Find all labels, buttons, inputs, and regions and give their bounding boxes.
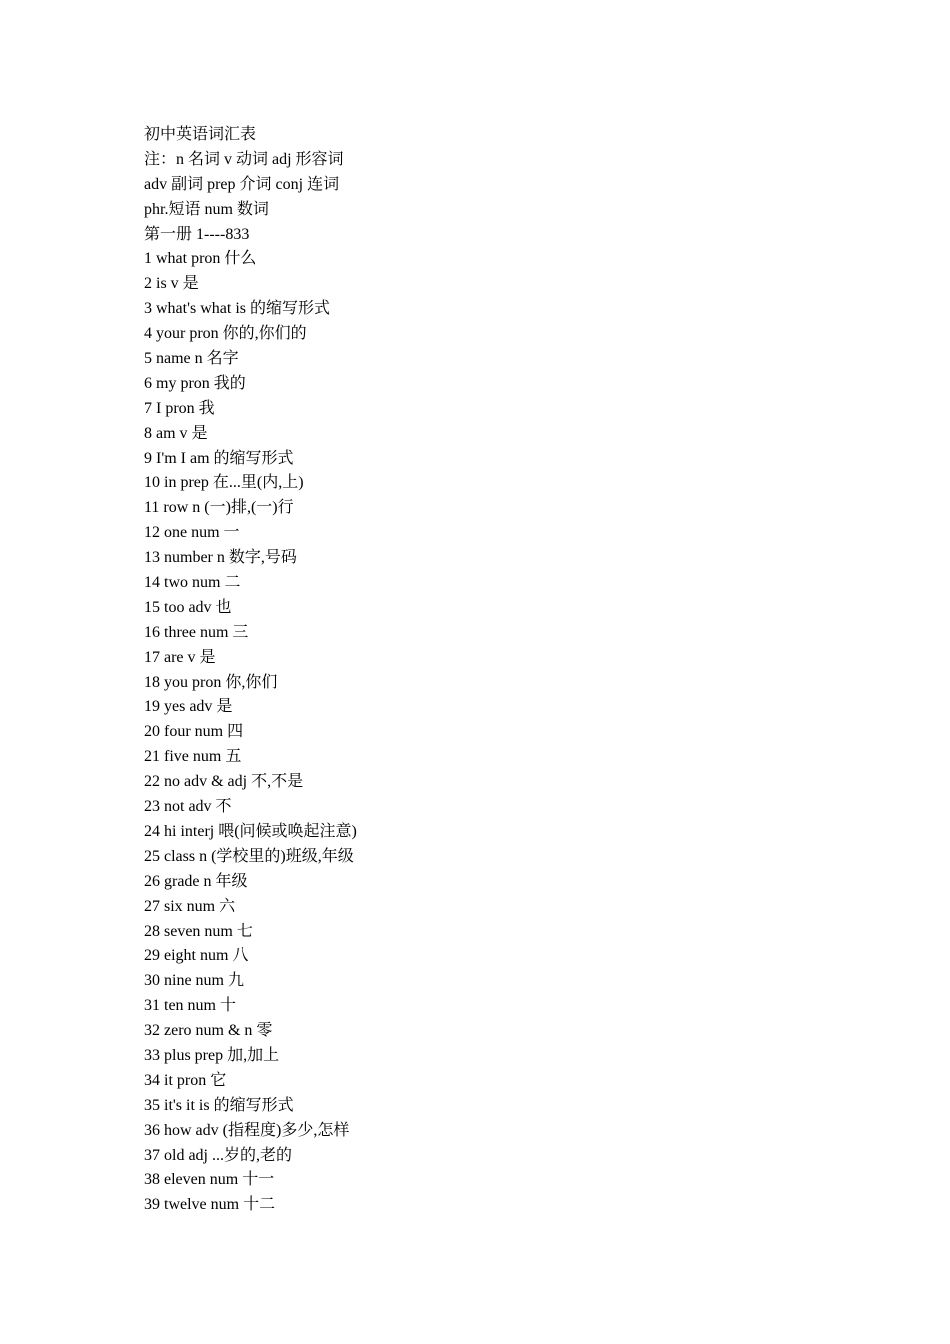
vocab-entry: 3 what's what is 的缩写形式	[144, 300, 330, 318]
vocab-entry: 28 seven num 七	[144, 922, 253, 940]
vocab-entry: 13 number n 数字,号码	[144, 549, 297, 567]
vocab-entry: 21 five num 五	[144, 748, 242, 766]
vocab-entry: 25 class n (学校里的)班级,年级	[144, 847, 354, 865]
vocab-entry: 23 not adv 不	[144, 798, 232, 816]
vocab-entry: 22 no adv & adj 不,不是	[144, 773, 304, 791]
vocab-entry: 27 six num 六	[144, 897, 236, 915]
vocab-entry: 12 one num 一	[144, 524, 240, 542]
vocab-entry: 30 nine num 九	[144, 972, 244, 990]
vocab-entry: 1 what pron 什么	[144, 250, 257, 268]
vocab-entry: 16 three num 三	[144, 623, 249, 641]
vocab-entry: 33 plus prep 加,加上	[144, 1046, 280, 1064]
note-line: adv 副词 prep 介词 conj 连词	[144, 175, 340, 193]
vocab-entry: 14 two num 二	[144, 574, 241, 592]
vocab-entry: 29 eight num 八	[144, 947, 249, 965]
vocab-entry: 34 it pron 它	[144, 1071, 227, 1089]
vocab-entry: 5 name n 名字	[144, 350, 239, 368]
vocab-entry: 36 how adv (指程度)多少,怎样	[144, 1121, 350, 1139]
vocab-entry: 18 you pron 你,你们	[144, 673, 278, 691]
vocab-entry: 35 it's it is 的缩写形式	[144, 1096, 294, 1114]
vocab-entry: 31 ten num 十	[144, 997, 236, 1015]
section-heading: 第一册 1----833	[144, 225, 250, 243]
vocab-entry: 24 hi interj 喂(问候或唤起注意)	[144, 822, 357, 840]
vocab-entry: 2 is v 是	[144, 275, 199, 293]
vocab-entry: 37 old adj ...岁的,老的	[144, 1146, 292, 1164]
vocab-entry: 19 yes adv 是	[144, 698, 233, 716]
vocab-entry: 20 four num 四	[144, 723, 244, 741]
vocab-entry: 38 eleven num 十一	[144, 1171, 275, 1189]
vocab-entry: 4 your pron 你的,你们的	[144, 325, 307, 343]
vocab-entry: 26 grade n 年级	[144, 872, 248, 890]
document-title: 初中英语词汇表	[144, 126, 257, 143]
vocab-entry: 6 my pron 我的	[144, 374, 246, 392]
note-line: phr.短语 num 数词	[144, 200, 269, 218]
vocab-entry: 39 twelve num 十二	[144, 1196, 276, 1214]
vocab-entry: 15 too adv 也	[144, 598, 232, 616]
document-body	[144, 123, 844, 1218]
vocab-entry: 7 I pron 我	[144, 399, 215, 417]
vocab-entry: 17 are v 是	[144, 648, 216, 666]
vocab-entry: 9 I'm I am 的缩写形式	[144, 449, 294, 467]
note-line: 注：n 名词 v 动词 adj 形容词	[144, 150, 344, 168]
vocab-entry: 8 am v 是	[144, 424, 208, 442]
vocab-entry: 11 row n (一)排,(一)行	[144, 499, 294, 517]
vocab-entry: 32 zero num & n 零	[144, 1022, 273, 1040]
vocab-entry: 10 in prep 在...里(内,上)	[144, 474, 304, 492]
